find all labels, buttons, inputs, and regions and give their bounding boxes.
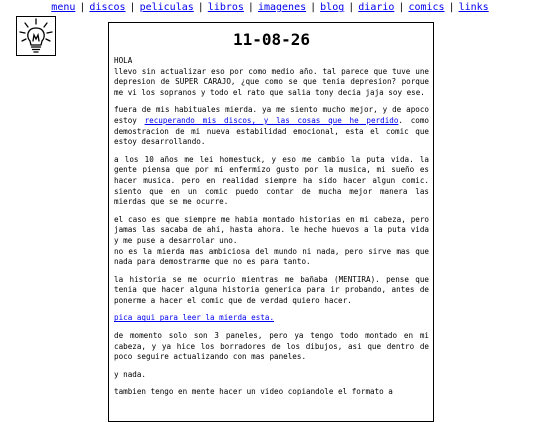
nav-diario[interactable]: diario xyxy=(358,2,395,13)
nav-separator: | xyxy=(197,2,204,13)
post-paragraph-9: tambien tengo en mente hacer un video copiandole el formato a xyxy=(114,387,393,397)
post-greeting: HOLA xyxy=(114,56,133,65)
site-logo[interactable] xyxy=(16,16,56,56)
nav-separator: | xyxy=(310,2,317,13)
nav-links[interactable]: links xyxy=(458,2,489,13)
post-paragraph-2 xyxy=(114,105,429,147)
post-paragraph-3: a los 10 años me lei homestuck, y eso me cambio la puta vida. la gente piensa que por mi enfermizo gusto por la musica, mi sueño es hacer musica. pero en realidad siempre ha sido hacer algun comic. siento que en un comic puedo contar de mucha mejor manera las mierdas que se me ocurre. xyxy=(114,154,429,207)
nav-separator: | xyxy=(79,2,86,13)
nav-separator: | xyxy=(247,2,254,13)
read-comic-link[interactable]: pica aqui para leer la mierda esta. xyxy=(114,313,275,323)
nav-peliculas[interactable]: peliculas xyxy=(139,2,194,13)
post-paragraph-7: de momento solo son 3 paneles, pero ya tengo todo montado en mi cabeza, y ya hice los borradores de los dibujos, asi que dentro de poco seguire actualizando con mas paneles. xyxy=(114,331,429,362)
nav-imagenes[interactable]: imagenes xyxy=(257,2,307,13)
post-text: llevo sin actualizar eso por como medio año. tal parece que tuve une depresion de SUPER CARAJO, ¿que como se que tenia depresion? porque me vi los sopranos y todo el rato que salia tony decia jaja soy ese. xyxy=(114,66,429,97)
lightbulb-icon xyxy=(17,17,55,55)
post-text: no es la mierda mas ambiciosa del mundo ni nada, pero sirve mas que nada para demostrarme que no es para tanto. xyxy=(114,246,429,267)
post-text: fuera de mis habituales mierda. ya me siento mucho mejor, y de apoco estoy xyxy=(114,105,429,125)
nav-discos[interactable]: discos xyxy=(89,2,126,13)
post-paragraph-4 xyxy=(114,215,429,268)
post-paragraph-8: y nada. xyxy=(114,369,147,379)
post-paragraph-5: la historia se me ocurrio mientras me bañaba (MENTIRA). pense que tenia que hacer alguna historia generica para ir probando, antes de ponerme a hacer el comic que de verdad quiero hacer. xyxy=(114,274,429,305)
blog-post xyxy=(108,22,434,422)
nav-separator: | xyxy=(129,2,136,13)
nav-separator: | xyxy=(348,2,355,13)
nav-libros[interactable]: libros xyxy=(207,2,244,13)
nav-separator: | xyxy=(398,2,405,13)
nav-separator: | xyxy=(448,2,455,13)
post-text: el caso es que siempre me habia montado historias en mi cabeza, pero jamas las sacaba de ahi, hasta ahora. le heche huevos a la puta vida y me puse a desarrolar uno. xyxy=(114,214,429,245)
top-nav xyxy=(0,2,540,14)
post-paragraph-1 xyxy=(114,56,429,98)
nav-menu[interactable]: menu xyxy=(51,2,76,13)
post-paragraph-6 xyxy=(114,313,429,324)
recover-discs-link[interactable]: recuperando mis discos, y las cosas que he perdido xyxy=(144,115,399,125)
nav-blog[interactable]: blog xyxy=(320,2,345,13)
post-text: . como demostracion de mi nueva estabilidad emocional, esta el comic que estoy desarrollando. xyxy=(114,115,430,147)
nav-comics[interactable]: comics xyxy=(408,2,445,13)
post-title: 11-08-26 xyxy=(232,30,311,49)
